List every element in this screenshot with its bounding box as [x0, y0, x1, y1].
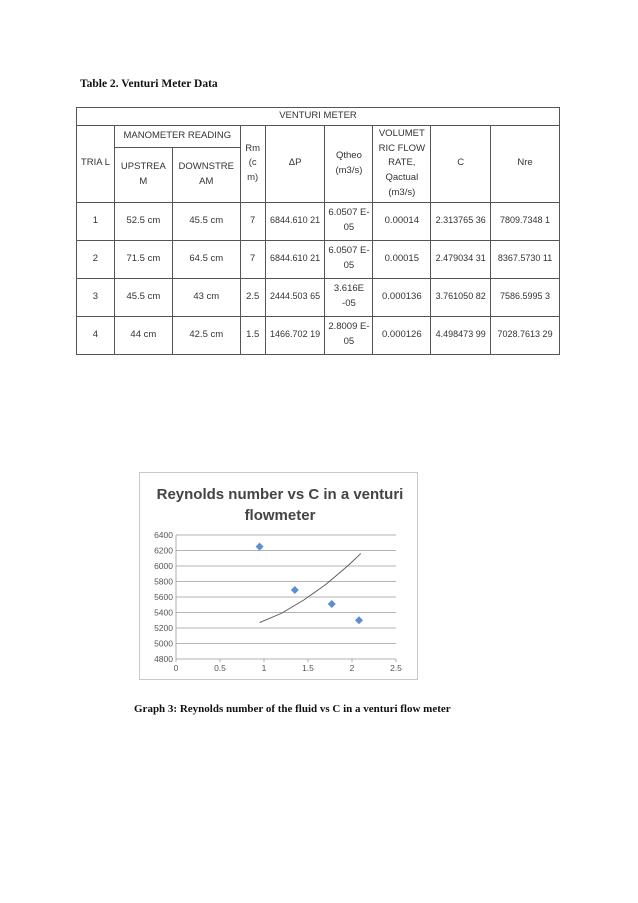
header-trial: TRIA L: [77, 126, 115, 203]
x-tick-label: 2: [349, 663, 355, 673]
header-downstream: DOWNSTRE AM: [172, 147, 240, 202]
cell-qactual: 0.00014: [373, 202, 431, 240]
header-dp: ΔP: [265, 126, 325, 203]
cell-upstream: 52.5 cm: [114, 202, 172, 240]
cell-qactual: 0.00015: [373, 240, 431, 278]
cell-qactual: 0.000126: [373, 316, 431, 354]
cell-rm: 1.5: [240, 316, 265, 354]
cell-dp: 1466.702 19: [265, 316, 325, 354]
table-row: [77, 240, 560, 278]
header-manometer-reading: MANOMETER READING: [114, 126, 240, 148]
cell-nre: 7809.7348 1: [491, 202, 560, 240]
venturi-meter-table: [76, 107, 560, 355]
x-tick-label: 2.5: [390, 663, 402, 673]
data-point: [328, 600, 336, 608]
cell-qtheo: 3.616E -05: [325, 278, 373, 316]
cell-c: 2.313765 36: [431, 202, 491, 240]
cell-trial: 3: [77, 278, 115, 316]
y-tick-label: 5800: [154, 576, 173, 587]
y-tick-label: 4800: [154, 654, 173, 664]
cell-qtheo: 6.0507 E-05: [325, 202, 373, 240]
cell-dp: 6844.610 21: [265, 202, 325, 240]
y-tick-label: 6200: [154, 545, 173, 556]
cell-upstream: 71.5 cm: [114, 240, 172, 278]
cell-nre: 8367.5730 11: [491, 240, 560, 278]
data-point: [355, 616, 363, 624]
cell-upstream: 45.5 cm: [114, 278, 172, 316]
cell-downstream: 42.5 cm: [172, 316, 240, 354]
table-row: [77, 316, 560, 354]
cell-downstream: 64.5 cm: [172, 240, 240, 278]
y-tick-label: 5000: [154, 638, 173, 649]
x-tick-label: 0: [173, 663, 179, 673]
cell-downstream: 43 cm: [172, 278, 240, 316]
y-tick-label: 6400: [154, 530, 173, 540]
chart-title-line-1: Reynolds number vs C in a venturi: [156, 486, 404, 503]
x-tick-label: 1: [261, 663, 267, 673]
cell-c: 2.479034 31: [431, 240, 491, 278]
cell-trial: 4: [77, 316, 115, 354]
cell-qactual: 0.000136: [373, 278, 431, 316]
table-row: [77, 278, 560, 316]
header-c: C: [431, 126, 491, 203]
header-nre: Nre: [491, 126, 560, 203]
cell-dp: 6844.610 21: [265, 240, 325, 278]
plot-area: [154, 530, 402, 673]
cell-c: 3.761050 82: [431, 278, 491, 316]
cell-qtheo: 6.0507 E-05: [325, 240, 373, 278]
header-qtheo: Qtheo (m3/s): [325, 126, 373, 203]
cell-upstream: 44 cm: [114, 316, 172, 354]
reynolds-vs-c-chart: [139, 472, 418, 680]
header-qactual: VOLUMET RIC FLOW RATE, Qactual (m3/s): [373, 126, 431, 203]
x-tick-label: 0.5: [214, 663, 226, 673]
y-tick-label: 6000: [154, 561, 173, 571]
cell-nre: 7586.5995 3: [491, 278, 560, 316]
header-rm: Rm (c m): [240, 126, 265, 203]
cell-nre: 7028.7613 29: [491, 316, 560, 354]
chart-title-line-2: flowmeter: [244, 507, 316, 524]
cell-rm: 7: [240, 240, 265, 278]
x-tick-label: 1.5: [302, 663, 314, 673]
table-caption: Table 2. Venturi Meter Data: [80, 78, 218, 90]
table-row: [77, 202, 560, 240]
y-tick-label: 5600: [154, 592, 173, 602]
header-upstream: UPSTREA M: [114, 147, 172, 202]
cell-qtheo: 2.8009 E-05: [325, 316, 373, 354]
graph-caption: Graph 3: Reynolds number of the fluid vs C in a venturi flow meter: [134, 703, 451, 715]
cell-downstream: 45.5 cm: [172, 202, 240, 240]
table-title: VENTURI METER: [77, 108, 560, 126]
cell-c: 4.498473 99: [431, 316, 491, 354]
cell-rm: 2.5: [240, 278, 265, 316]
y-tick-label: 5400: [154, 607, 173, 618]
cell-dp: 2444.503 65: [265, 278, 325, 316]
data-point: [291, 586, 299, 594]
cell-trial: 1: [77, 202, 115, 240]
cell-trial: 2: [77, 240, 115, 278]
y-tick-label: 5200: [154, 623, 173, 633]
cell-rm: 7: [240, 202, 265, 240]
data-point: [256, 543, 264, 551]
